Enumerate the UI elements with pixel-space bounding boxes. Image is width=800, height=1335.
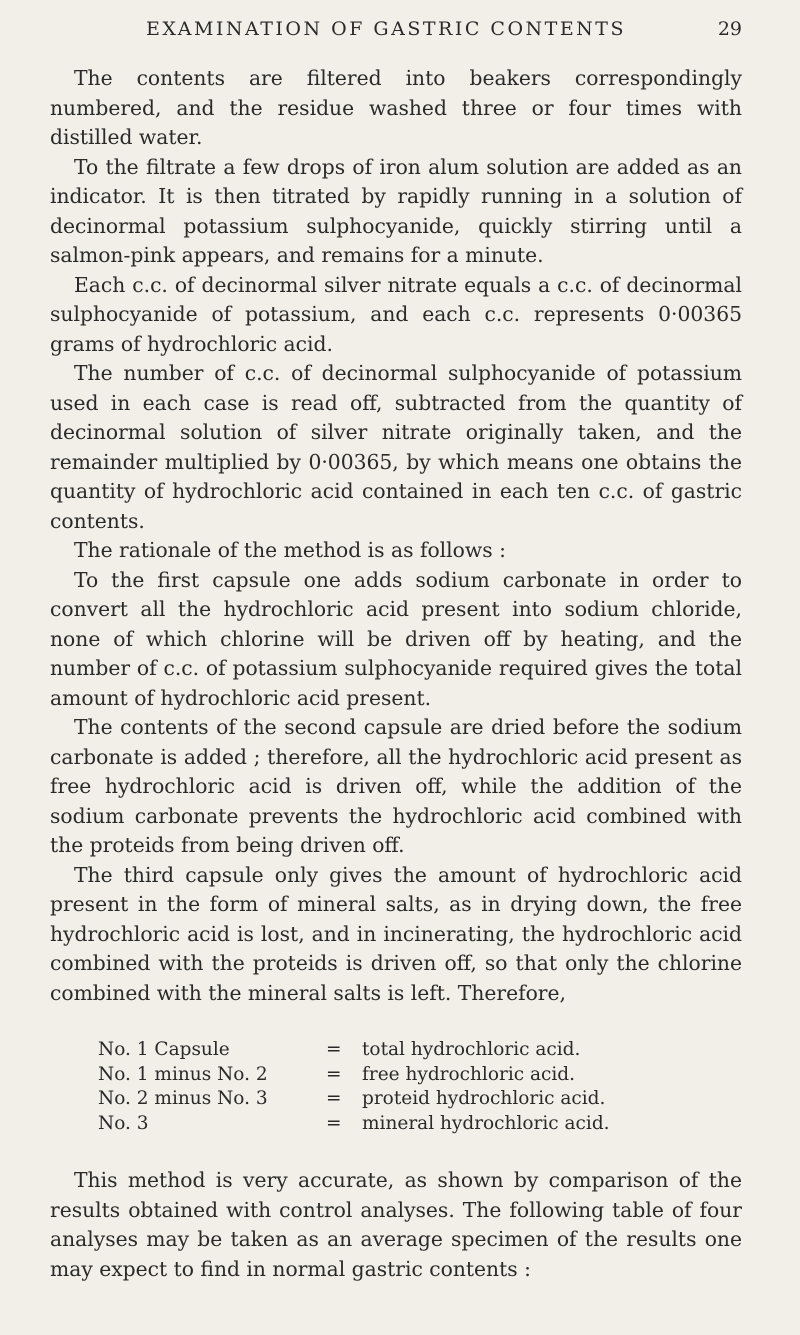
closing-paragraph: This method is very accurate, as shown by comparison of the results obtained with control analyses. The following table of four analyses may be taken as an average specimen of the results one may expect to find in normal gastric contents : <box>50 1168 742 1281</box>
page-header <box>50 18 742 48</box>
capsule-equations <box>98 1038 742 1136</box>
equation-left: No. 1 Capsule <box>98 1039 230 1060</box>
book-page <box>50 18 742 1284</box>
equation-right: free hydrochloric acid. <box>362 1063 576 1085</box>
equation-row <box>98 1063 742 1088</box>
equation-row <box>98 1112 742 1137</box>
equals-sign: = <box>326 1063 342 1085</box>
equals-sign: = <box>326 1112 342 1134</box>
equation-left: No. 3 <box>98 1112 149 1134</box>
body-text <box>50 64 742 1284</box>
equation-right: mineral hydrochloric acid. <box>362 1112 610 1134</box>
paragraph: To the filtrate a few drops of iron alum solution are added as an indicator. It is then titrated by rapidly running in a solution of decinormal potassium sulphocyanide, quickly stirring until a salmon-pink appears, and remains for a minute. <box>50 154 742 267</box>
equation-row <box>98 1087 742 1112</box>
paragraph: The third capsule only gives the amount of hydrochloric acid present in the form of mineral salts, as in drying down, the free hydrochloric acid is lost, and in incinerating, the hydrochloric acid combined with the proteids is driven off, so that only the chlorine combined with the mineral salts is left. Therefore, <box>50 862 742 1005</box>
paragraph: The contents are filtered into beakers correspondingly numbered, and the residue washed three or four times with distilled water. <box>50 66 742 149</box>
equation-right: proteid hydrochloric acid. <box>362 1088 606 1109</box>
equals-sign: = <box>326 1088 342 1109</box>
running-head: EXAMINATION OF GASTRIC CONTENTS <box>146 18 626 40</box>
equation-left: No. 1 minus No. 2 <box>98 1063 268 1085</box>
equation-row <box>98 1038 742 1063</box>
paragraph: To the first capsule one adds sodium carbonate in order to convert all the hydrochloric acid present into sodium chloride, none of which chlorine will be driven off by heating, and the number of c.c. of potassium sulphocyanide required gives the total amount of hydrochloric acid present. <box>50 567 742 710</box>
page-number: 29 <box>717 18 742 40</box>
paragraph: Each c.c. of decinormal silver nitrate equals a c.c. of decinormal sulphocyanide of potassium, and each c.c. represents 0·00365 grams of hydrochloric acid. <box>50 272 742 356</box>
paragraph: The contents of the second capsule are dried before the sodium carbonate is added ; therefore, all the hydrochloric acid present as free hydrochloric acid is driven off, while the addition of the sodium carbonate prevents the hydrochloric acid combined with the proteids from being driven off. <box>50 715 742 857</box>
equation-right: total hydrochloric acid. <box>362 1039 581 1060</box>
equals-sign: = <box>326 1039 342 1060</box>
paragraph: The rationale of the method is as follows : <box>74 538 506 562</box>
paragraph: The number of c.c. of decinormal sulphocyanide of potassium used in each case is read off, subtracted from the quantity of decinormal solution of silver nitrate originally taken, and the remainder multiplied by 0·00365, by which means one obtains the quantity of hydrochloric acid contained in each ten c.c. of gastric contents. <box>50 361 742 533</box>
equation-left: No. 2 minus No. 3 <box>98 1088 268 1109</box>
